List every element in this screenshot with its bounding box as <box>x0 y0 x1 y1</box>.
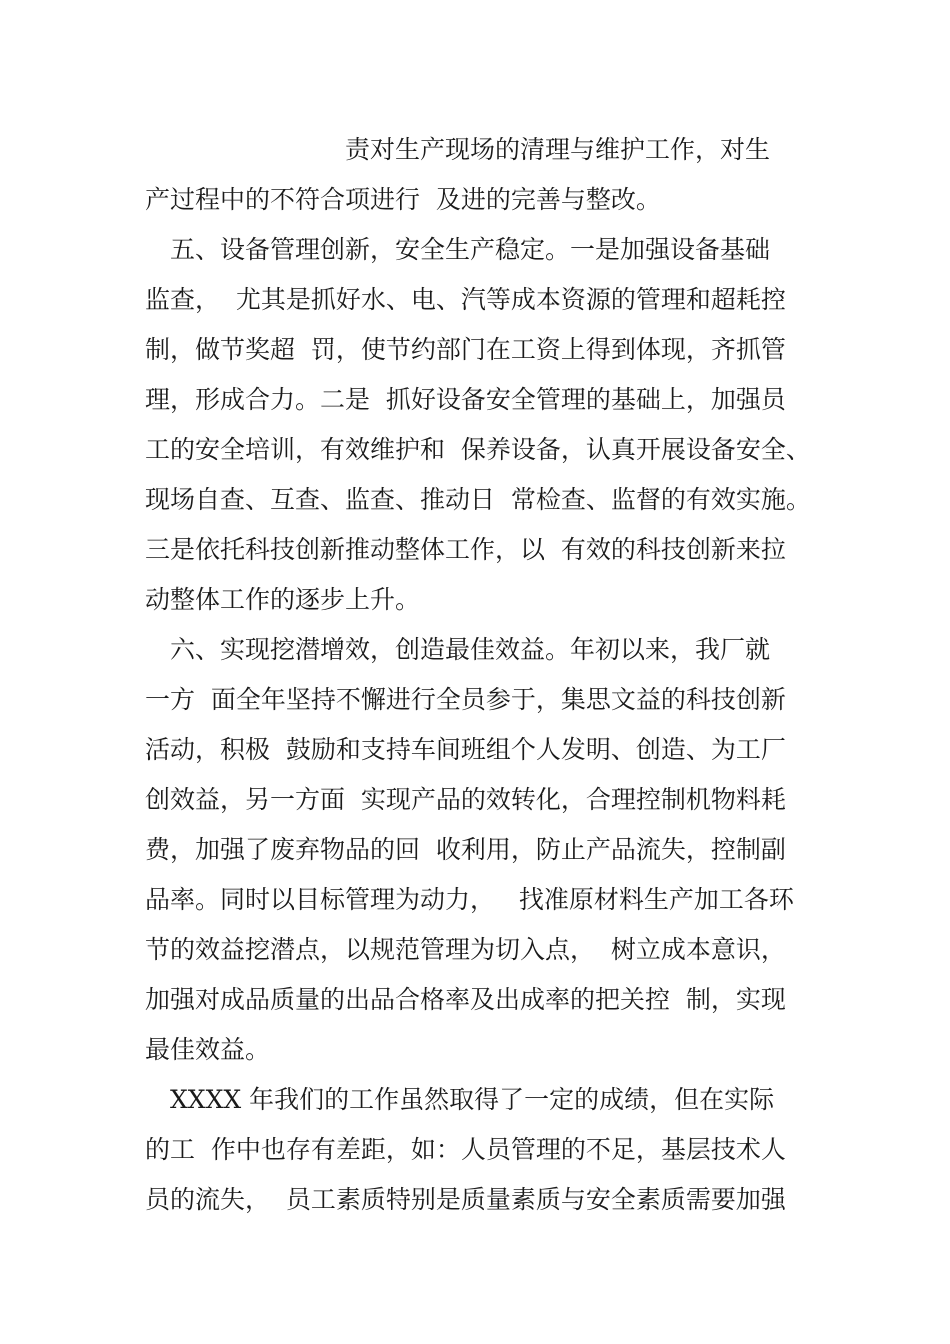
text-line: 理，形成合力。二是 抓好设备安全管理的基础上，加强员 <box>145 385 786 414</box>
text-line: 创效益，另一方面 实现产品的效转化，合理控制机物料耗 <box>145 785 786 814</box>
text-line: 节的效益挖潜点，以规范管理为切入点， 树立成本意识， <box>145 935 786 964</box>
text-line: 监查， 尤其是抓好水、电、汽等成本资源的管理和超耗控 <box>145 285 786 314</box>
text-line: 工的安全培训，有效维护和 保养设备，认真开展设备安全、 <box>145 435 811 464</box>
text-line: 的工 作中也存有差距，如：人员管理的不足，基层技术人 <box>145 1135 786 1164</box>
text-line: 品率。同时以目标管理为动力， 找准原材料生产加工各环 <box>145 885 794 914</box>
text-line: 一方 面全年坚持不懈进行全员参于，集思文益的科技创新 <box>145 685 786 714</box>
text-line: 制，做节奖超 罚，使节约部门在工资上得到体现，齐抓管 <box>145 335 786 364</box>
paragraph-summary-start: XXXX 年我们的工作虽然取得了一定的成绩，但在实际 <box>145 1085 775 1114</box>
text-line: 加强对成品质量的出品合格率及出成率的把关控 制，实现 <box>145 985 786 1014</box>
text-line: 现场自查、互查、监查、推动日 常检查、监督的有效实施。 <box>145 485 811 514</box>
text-line: 员的流失， 员工素质特别是质量素质与安全素质需要加强 <box>145 1185 786 1214</box>
text-line: 活动，积极 鼓励和支持车间班组个人发明、创造、为工厂 <box>145 735 786 764</box>
text-line: 费，加强了废弃物品的回 收利用，防止产品流失，控制副 <box>145 835 786 864</box>
text-line: 三是依托科技创新推动整体工作，以 有效的科技创新来拉 <box>145 535 786 564</box>
text-line: 产过程中的不符合项进行 及进的完善与整改。 <box>145 185 661 214</box>
text-line: 动整体工作的逐步上升。 <box>145 585 421 614</box>
paragraph-five-start: 五、设备管理创新，安全生产稳定。一是加强设备基础 <box>145 235 771 264</box>
text-line: 责对生产现场的清理与维护工作，对生 <box>145 135 771 164</box>
text-line: 最佳效益。 <box>145 1035 271 1064</box>
paragraph-six-start: 六、实现挖潜增效，创造最佳效益。年初以来，我厂就 <box>145 635 771 664</box>
